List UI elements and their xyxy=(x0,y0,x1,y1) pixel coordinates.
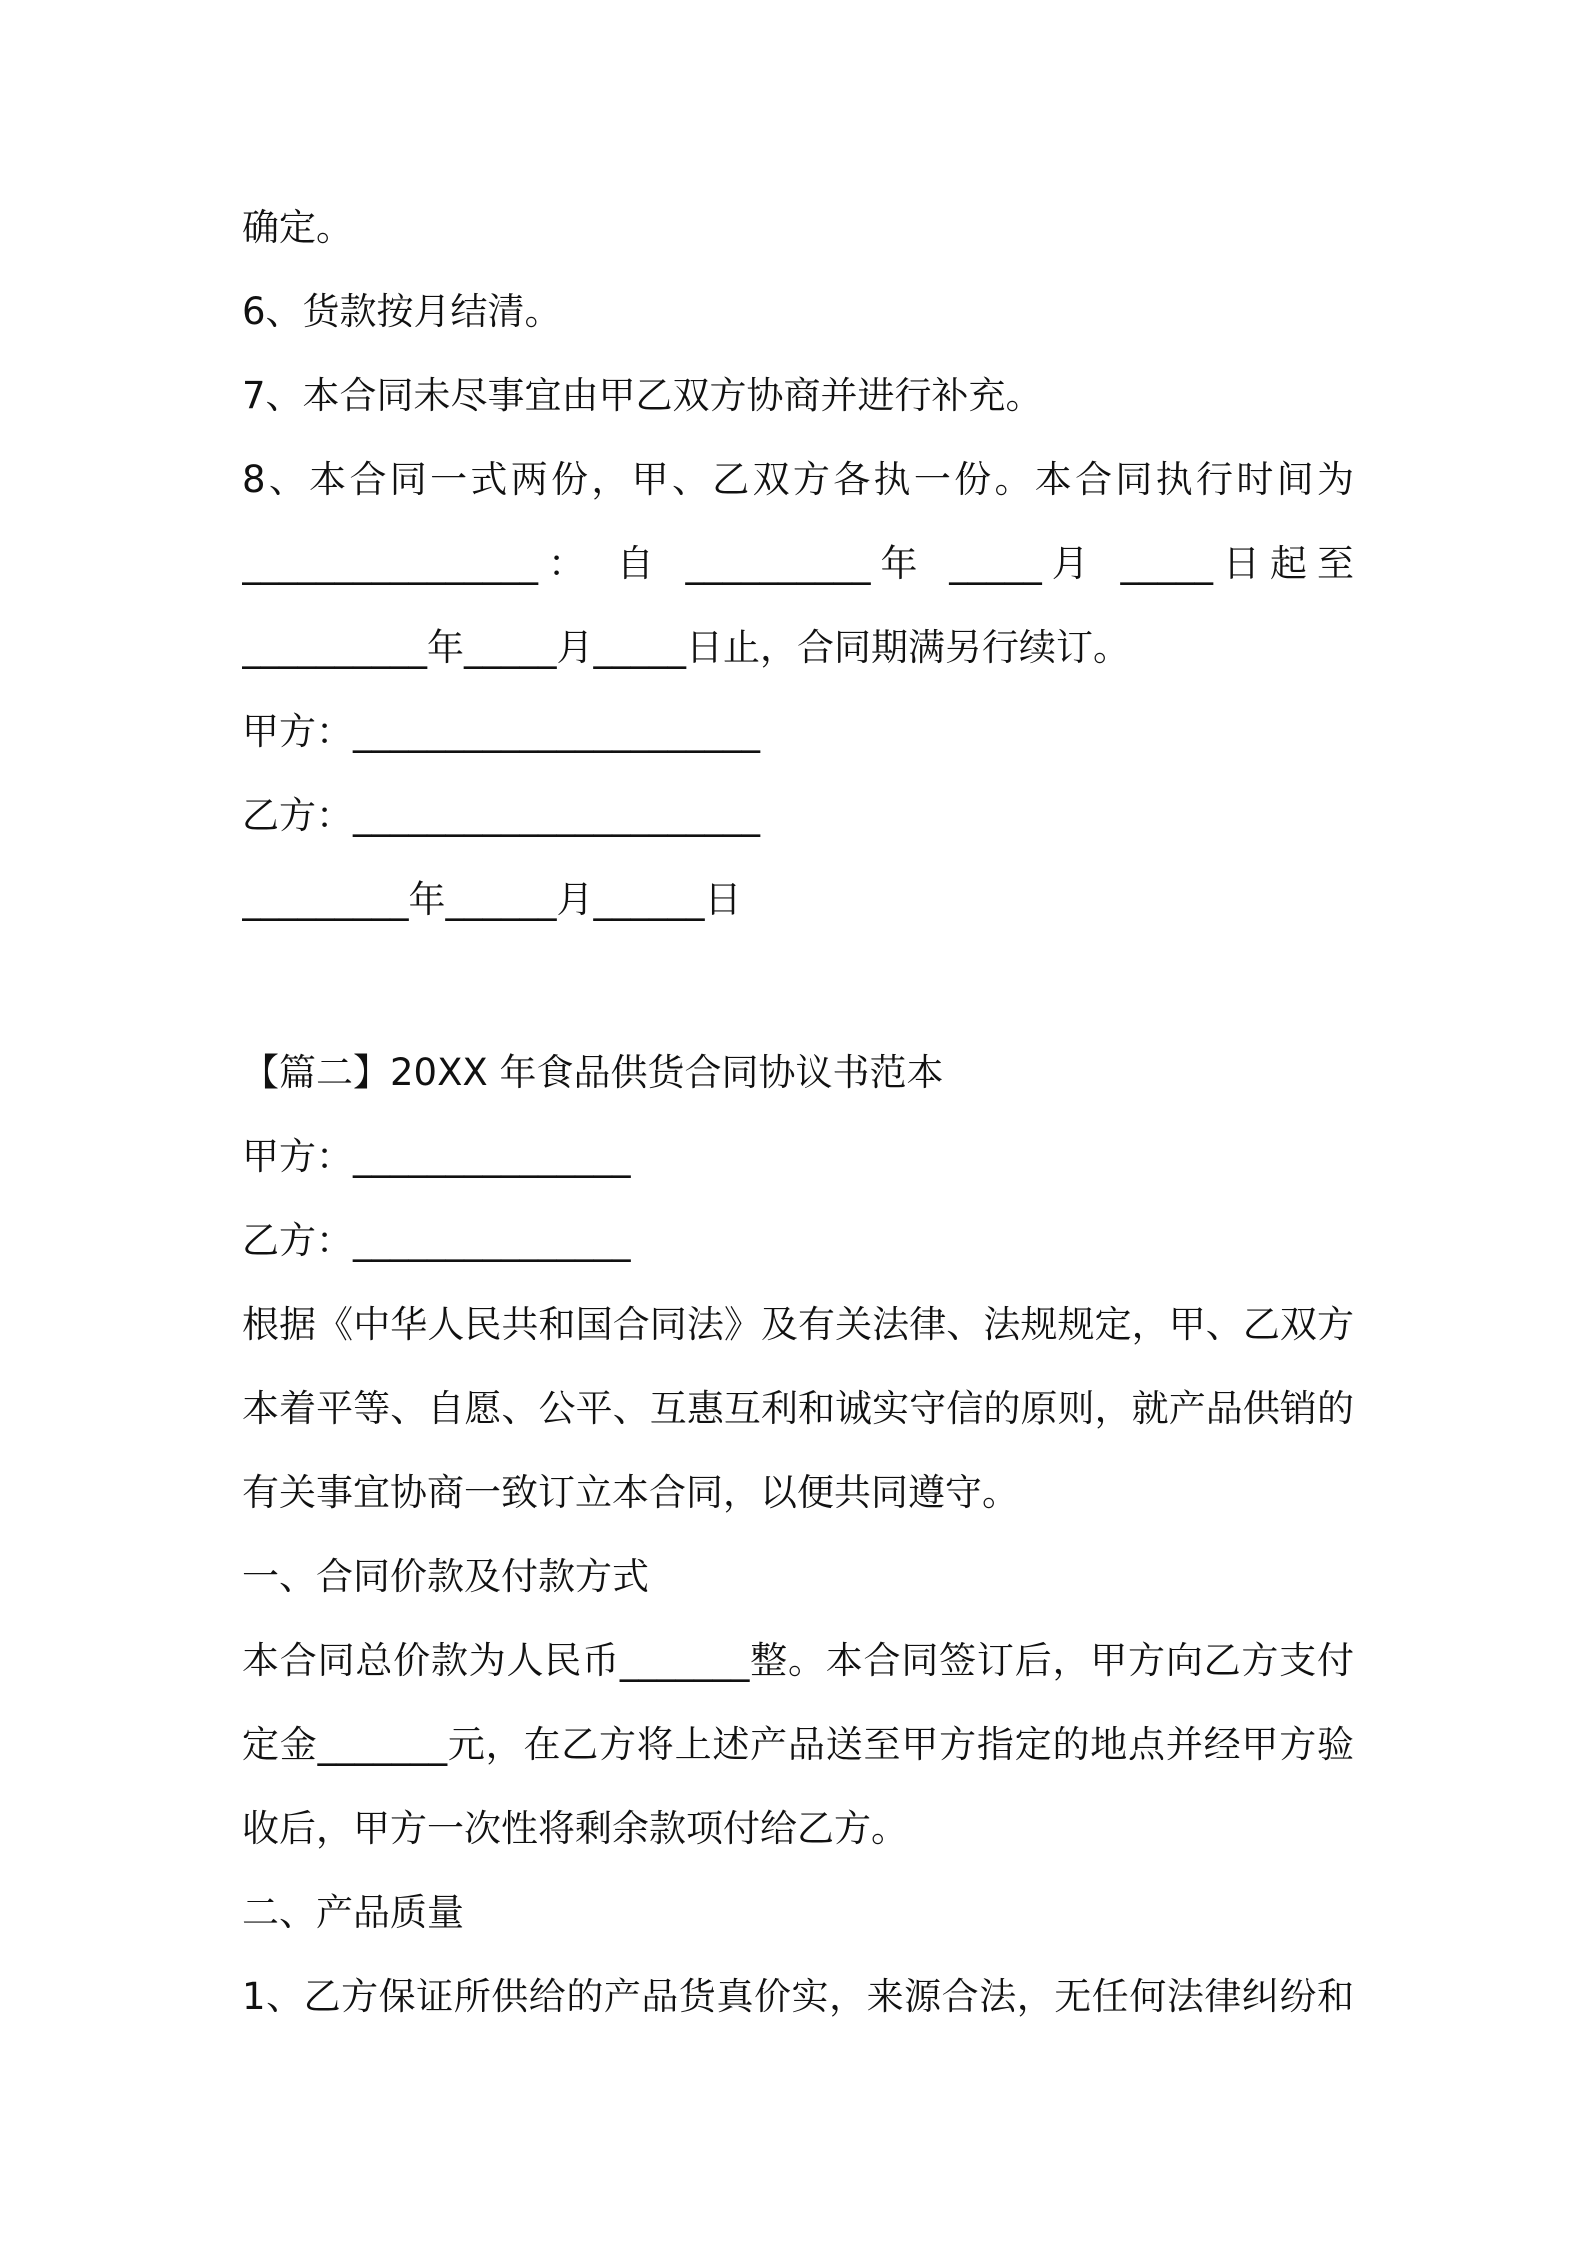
signature-date-line: _________年______月______日 xyxy=(242,878,742,921)
paragraph-line: 确定。 xyxy=(242,206,353,249)
clause-heading: 二、产品质量 xyxy=(242,1891,464,1934)
date-blank-line: __________年_____月_____日止，合同期满另行续订。 xyxy=(242,626,1130,669)
party-a-signature-line: 甲方：______________________ xyxy=(242,710,760,753)
section-title: 【篇二】20XX 年食品供货合同协议书范本 xyxy=(242,1051,944,1094)
party-a-line: 甲方：_______________ xyxy=(242,1135,631,1178)
paragraph-line: 根据《中华人民共和国合同法》及有关法律、法规规定，甲、乙双方 xyxy=(242,1303,1354,1346)
paragraph-line: 本合同总价款为人民币_______整。本合同签订后，甲方向乙方支付 xyxy=(242,1639,1354,1682)
date-blank-line: ________________： 自 __________年 _____月 _____日起至 xyxy=(242,542,1354,585)
paragraph-line: 收后，甲方一次性将剩余款项付给乙方。 xyxy=(242,1807,908,1850)
paragraph-line: 7、本合同未尽事宜由甲乙双方协商并进行补充。 xyxy=(242,374,1043,417)
paragraph-line: 本着平等、自愿、公平、互惠互利和诚实守信的原则，就产品供销的 xyxy=(242,1387,1354,1430)
paragraph-line: 1、乙方保证所供给的产品货真价实，来源合法，无任何法律纠纷和 xyxy=(242,1975,1354,2018)
paragraph-line: 6、货款按月结清。 xyxy=(242,290,562,333)
paragraph-line: 8、本合同一式两份，甲、乙双方各执一份。本合同执行时间为 xyxy=(242,458,1354,501)
party-b-line: 乙方：_______________ xyxy=(242,1219,631,1262)
clause-heading: 一、合同价款及付款方式 xyxy=(242,1555,649,1598)
paragraph-line: 定金_______元，在乙方将上述产品送至甲方指定的地点并经甲方验 xyxy=(242,1723,1354,1766)
party-b-signature-line: 乙方：______________________ xyxy=(242,794,760,837)
paragraph-line: 有关事宜协商一致订立本合同，以便共同遵守。 xyxy=(242,1471,1019,1514)
